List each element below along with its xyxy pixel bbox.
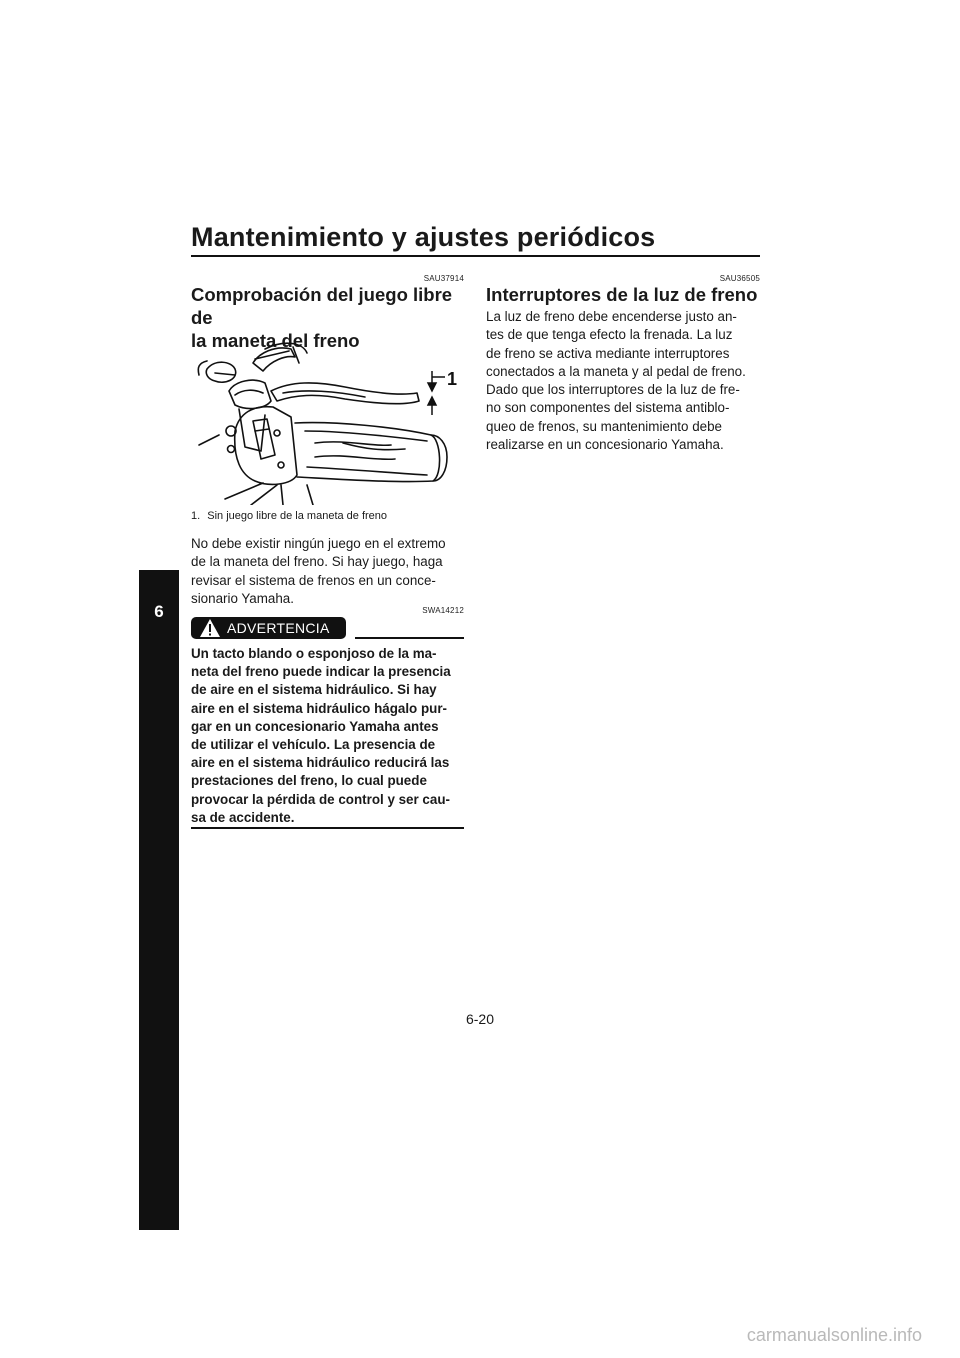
text-line: La luz de freno debe encenderse justo an- — [486, 309, 737, 324]
warning-line: Un tacto blando o esponjoso de la ma- — [191, 646, 437, 661]
warning-line: sa de accidente. — [191, 809, 295, 825]
text-line: No debe existir ningún juego en el extremo — [191, 536, 446, 551]
text-line: conectados a la maneta y al pedal de freno. — [486, 363, 746, 379]
warning-line: aire en el sistema hidráulico hágalo pur- — [191, 700, 447, 716]
warning-line: provocar la pérdida de control y ser cau- — [191, 791, 450, 807]
text-line: de freno se activa mediante interruptores — [486, 345, 730, 361]
warning-code: SWA14212 — [422, 606, 464, 615]
text-line: realizarse en un concesionario Yamaha. — [486, 437, 724, 453]
figure-caption — [191, 509, 471, 523]
warning-line: neta del freno puede indicar la presencia — [191, 664, 451, 680]
chapter-number: 6 — [154, 602, 164, 621]
paragraph-brake-light — [486, 308, 760, 454]
warning-bottom-rule — [191, 827, 464, 829]
section-code: SAU37914 — [423, 274, 464, 283]
warning-text — [191, 645, 464, 827]
warning-line: prestaciones del freno, lo cual puede — [191, 773, 427, 789]
warning-triangle-icon — [199, 618, 221, 638]
text-line: sionario Yamaha. — [191, 590, 294, 606]
heading-line: la maneta del freno — [191, 330, 360, 351]
text-line: de la maneta del freno. Si hay juego, haga — [191, 554, 443, 570]
warning-line: gar en un concesionario Yamaha antes — [191, 718, 439, 734]
warning-badge — [191, 617, 346, 639]
text-line: queo de frenos, su mantenimiento debe — [486, 418, 722, 434]
text-line: tes de que tenga efecto la frenada. La luz — [486, 327, 733, 343]
caption-number: 1. — [191, 510, 201, 522]
text-line: no son componentes del sistema antiblo- — [486, 400, 730, 416]
figure-callout: 1 — [447, 369, 458, 389]
chapter-tab — [139, 570, 179, 1230]
section-heading-brake-light: Interruptores de la luz de freno — [486, 284, 758, 305]
section-code-right: SAU36505 — [719, 274, 760, 283]
caption-text: Sin juego libre de la maneta de freno — [207, 510, 388, 522]
warning-line: de aire en el sistema hidráulico. Si hay — [191, 682, 437, 698]
warning-line: aire en el sistema hidráulico reducirá las — [191, 755, 450, 771]
header-rule — [191, 255, 760, 257]
warning-top-rule — [355, 637, 464, 639]
text-line: Dado que los interruptores de la luz de fre- — [486, 382, 740, 398]
brake-lever-illustration — [195, 335, 465, 505]
page-title: Mantenimiento y ajustes periódicos — [191, 222, 656, 252]
warning-label: ADVERTENCIA — [227, 620, 330, 636]
paragraph-brake-lever — [191, 535, 464, 608]
heading-line: Comprobación del juego libre de — [191, 284, 453, 328]
warning-line: de utilizar el vehículo. La presencia de — [191, 737, 436, 753]
page-number: 6-20 — [465, 1011, 495, 1027]
watermark: carmanualsonline.info — [746, 1325, 922, 1345]
text-line: revisar el sistema de frenos en un conce- — [191, 572, 436, 588]
